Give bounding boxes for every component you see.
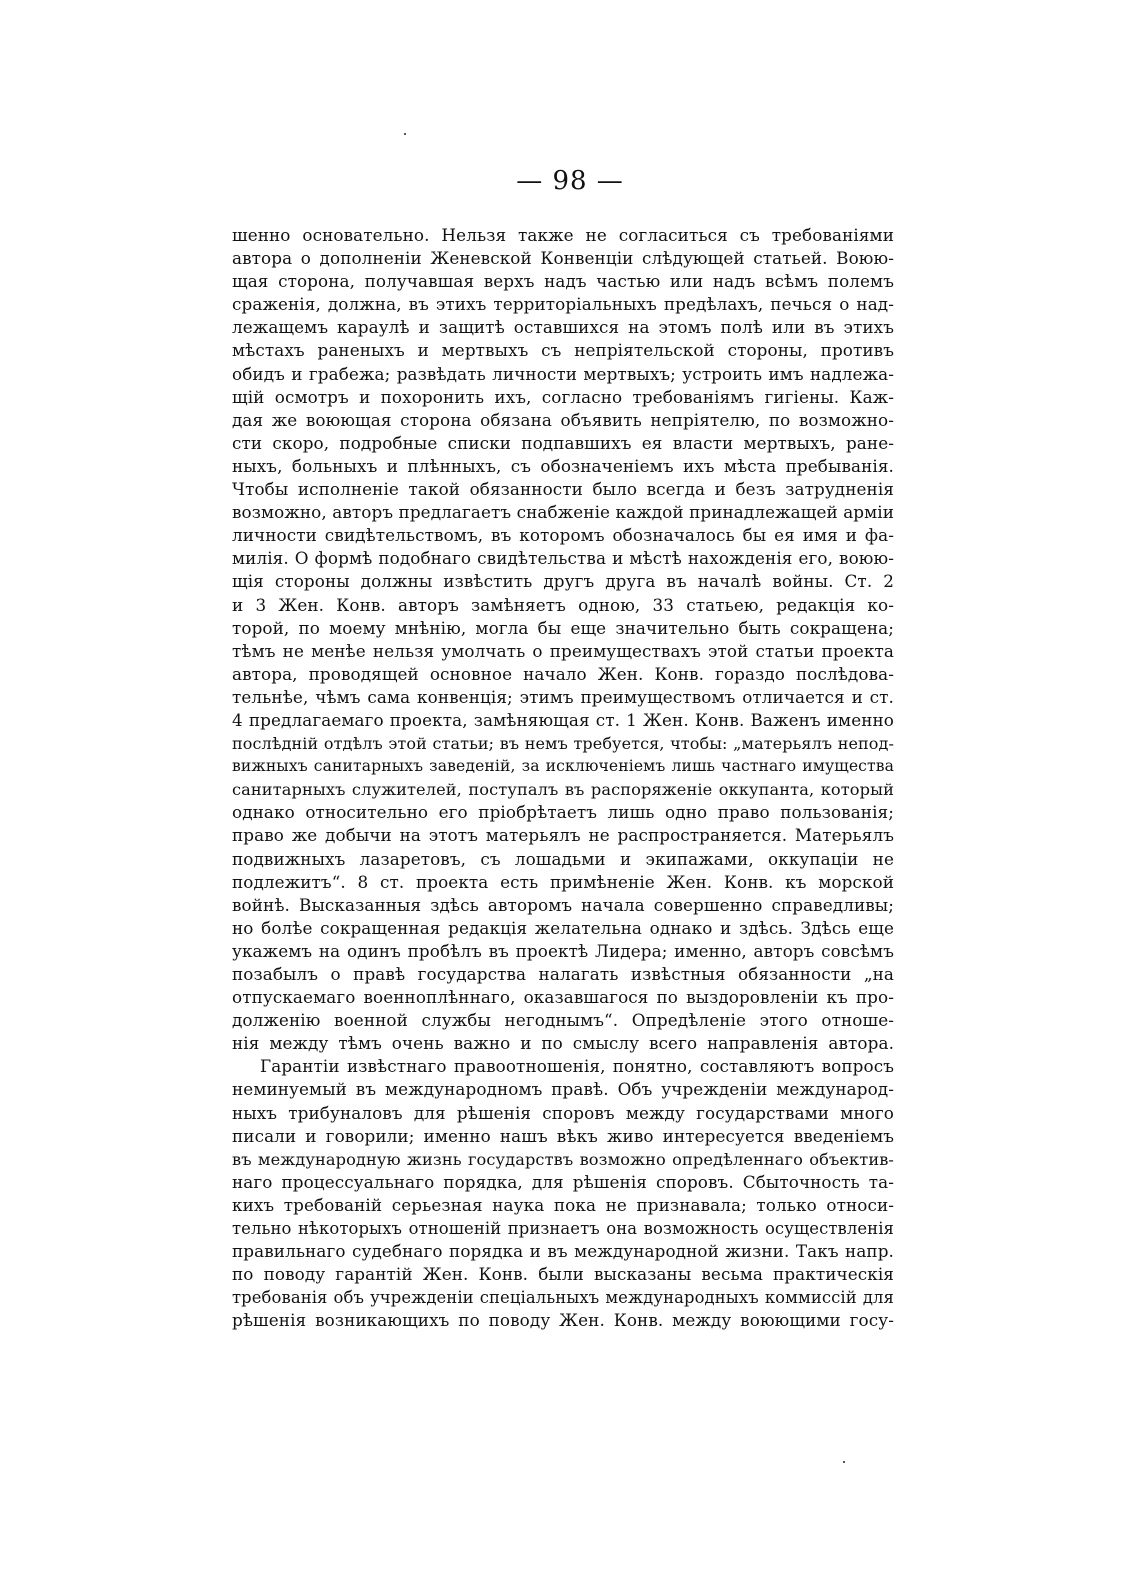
text-line: требованія объ учрежденіи спеціальныхъ международныхъ коммиссій для: [232, 1288, 894, 1308]
text-line: отпускаемаго военноплѣннаго, оказавшагося по выздоровленіи къ про-: [232, 987, 894, 1008]
text-line: въ международную жизнь государствъ возможно опредѣленнаго объектив-: [232, 1149, 894, 1169]
text-line: дая же воюющая сторона обязана объявить непріятелю, по возможно-: [232, 409, 894, 430]
text-line: рѣшенія возникающихъ по поводу Жен. Конв. между воюющими госу-: [232, 1310, 894, 1331]
page-number: — 98 —: [516, 166, 624, 196]
text-line: тельно нѣкоторыхъ отношеній признаетъ она возможность осуществленія: [232, 1219, 894, 1239]
text-line: 4 предлагаемаго проекта, замѣняющая ст. 1 Жен. Конв. Важенъ именно: [232, 709, 894, 730]
text-line: обидъ и грабежа; развѣдать личности мертвыхъ; устроить имъ надлежа-: [232, 363, 894, 384]
text-line: сраженія, должна, въ этихъ территоріальныхъ предѣлахъ, печься о над-: [232, 294, 894, 315]
text-line: шенно основательно. Нельзя также не согласиться съ требованіями: [232, 225, 894, 245]
scan-speck: [843, 1461, 845, 1463]
text-line: щая сторона, получавшая верхъ надъ частью или надъ всѣмъ полемъ: [232, 271, 894, 292]
text-line: Чтобы исполненіе такой обязанности было всегда и безъ затрудненія: [232, 479, 894, 500]
text-line: право же добычи на этотъ матерьялъ не распространяется. Матерьялъ: [232, 825, 894, 846]
body-text: [232, 224, 894, 1333]
text-line: санитарныхъ служителей, поступалъ въ распоряженіе оккупанта, который: [232, 780, 894, 800]
text-line: сти скоро, подробные списки подпавшихъ ея власти мертвыхъ, ране-: [232, 432, 894, 453]
text-line: ныхъ трибуналовъ для рѣшенія споровъ между государствами много: [232, 1102, 894, 1123]
text-line: но болѣе сокращенная редакція желательна однако и здѣсь. Здѣсь еще: [232, 917, 894, 938]
text-line: щія стороны должны извѣстить другъ друга въ началѣ войны. Ст. 2: [232, 571, 894, 592]
text-line: наго процессуальнаго порядка, для рѣшенія споровъ. Сбыточность та-: [232, 1171, 894, 1192]
text-line: вижныхъ санитарныхъ заведеній, за исключеніемъ лишь частнаго имущества: [232, 757, 894, 776]
text-line: однако относительно его пріобрѣтаетъ лишь одно право пользованія;: [232, 802, 894, 823]
text-line: подлежитъ“. 8 ст. проекта есть примѣненіе Жен. Конв. къ морской: [232, 871, 894, 892]
text-line: и 3 Жен. Конв. авторъ замѣняетъ одною, 33 статьею, редакція ко-: [232, 594, 894, 615]
text-line: укажемъ на одинъ пробѣлъ въ проектѣ Лидера; именно, авторъ совсѣмъ: [232, 940, 894, 961]
text-line: милія. О формѣ подобнаго свидѣтельства и мѣстѣ нахожденія его, воюю-: [232, 548, 894, 569]
text-line: позабылъ о правѣ государства налагать извѣстныя обязанности „на: [232, 964, 894, 984]
text-line: неминуемый въ международномъ правѣ. Объ учрежденіи международ-: [232, 1079, 894, 1100]
text-line: правильнаго судебнаго порядка и въ международной жизни. Такъ напр.: [232, 1241, 894, 1262]
text-line: тельнѣе, чѣмъ сама конвенція; этимъ преимуществомъ отличается и ст.: [232, 686, 894, 707]
scan-speck: [404, 133, 406, 135]
text-line: кихъ требованій серьезная наука пока не признавала; только относи-: [232, 1194, 894, 1215]
text-line: ныхъ, больныхъ и плѣнныхъ, съ обозначеніемъ ихъ мѣста пребыванія.: [232, 455, 894, 476]
text-line: по поводу гарантій Жен. Конв. были высказаны весьма практическія: [232, 1264, 894, 1285]
text-line: мѣстахъ раненыхъ и мертвыхъ съ непріятельской стороны, противъ: [232, 340, 894, 361]
text-line: тѣмъ не менѣе нельзя умолчать о преимуществахъ этой статьи проекта: [232, 640, 894, 661]
text-line: автора, проводящей основное начало Жен. Конв. гораздо послѣдова-: [232, 663, 894, 684]
text-line: личности свидѣтельствомъ, въ которомъ обозначалось бы ея имя и фа-: [232, 525, 894, 546]
text-line: возможно, авторъ предлагаетъ снабженіе каждой принадлежащей арміи: [232, 502, 894, 523]
text-line: долженію военной службы негоднымъ“. Опредѣленіе этого отноше-: [232, 1010, 894, 1031]
text-line: писали и говорили; именно нашъ вѣкъ живо интересуется введеніемъ: [232, 1125, 894, 1146]
text-line: нія между тѣмъ очень важно и по смыслу всего направленія автора.: [232, 1033, 894, 1054]
text-line: автора о дополненіи Женевской Конвенціи слѣдующей статьей. Воюю-: [232, 248, 894, 269]
text-line: послѣдній отдѣлъ этой статьи; въ немъ требуется, чтобы: „матерьялъ непод-: [232, 734, 894, 754]
text-line: торой, по моему мнѣнію, могла бы еще значительно быть сокращена;: [232, 617, 894, 638]
paragraph-first-line: Гарантіи извѣстнаго правоотношенія, понятно, составляютъ вопросъ: [260, 1056, 894, 1077]
text-line: лежащемъ караулѣ и защитѣ оставшихся на этомъ полѣ или въ этихъ: [232, 317, 894, 338]
text-line: щій осмотръ и похоронить ихъ, согласно требованіямъ гигіены. Каж-: [232, 386, 894, 407]
text-line: войнѣ. Высказанныя здѣсь авторомъ начала совершенно справедливы;: [232, 894, 894, 915]
text-line: подвижныхъ лазаретовъ, съ лошадьми и экипажами, оккупаціи не: [232, 848, 894, 869]
